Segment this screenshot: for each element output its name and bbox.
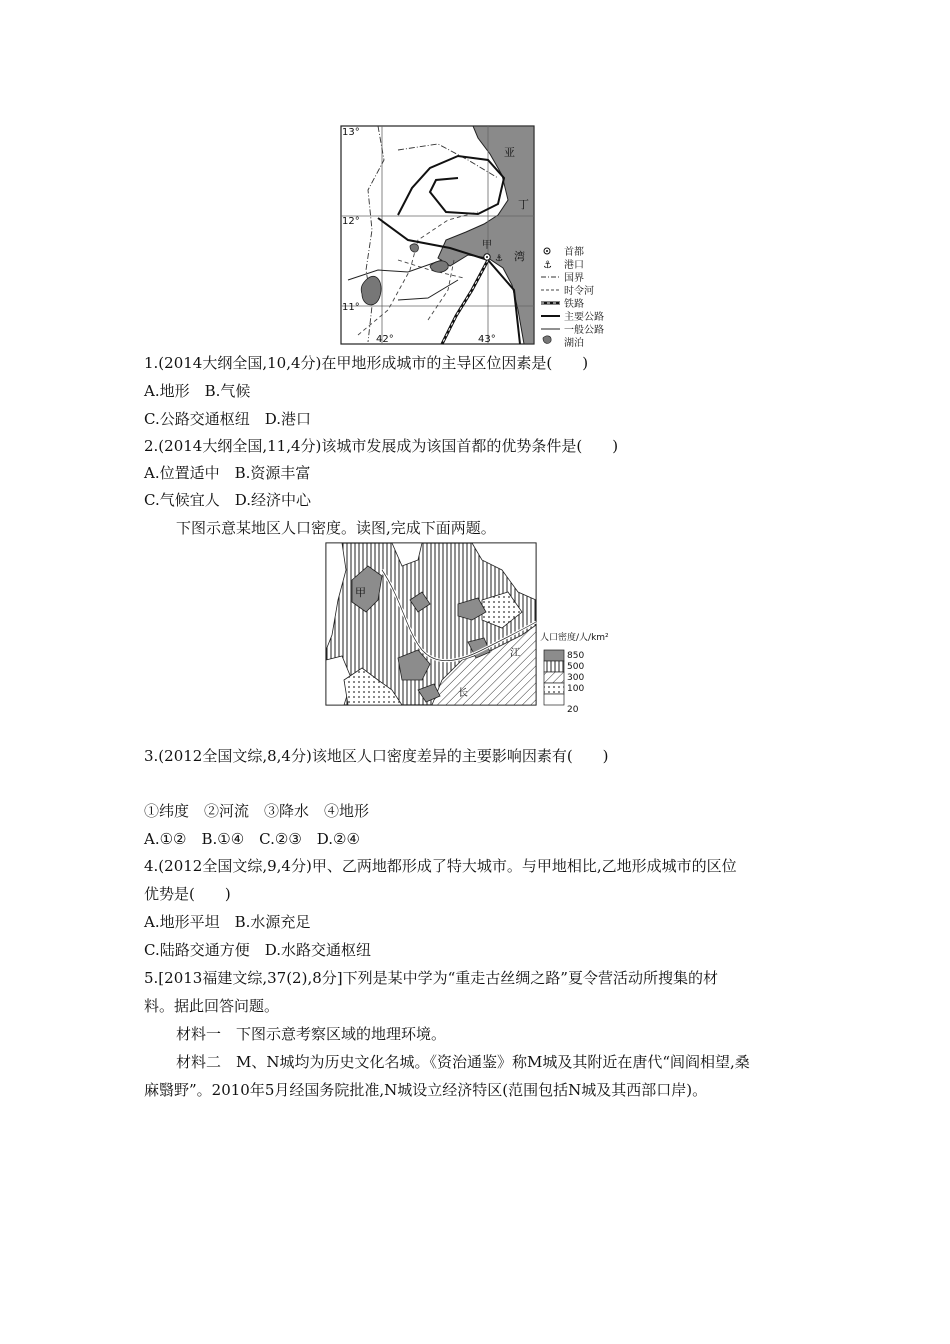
legend-railway: 铁路 [564,299,584,310]
svg-text:⚓: ⚓ [495,254,504,264]
q1-options-ab: A.地形 B.气候 [144,382,251,400]
q2-options-ab: A.位置适中 B.资源丰富 [144,464,311,482]
city-label-jia: 甲 [482,240,492,251]
q4-stem-line1: 4.(2012全国文综,9,4分)甲、乙两地都形成了特大城市。与甲地相比,乙地形成城市的区位 [144,857,737,875]
svg-text:⚓: ⚓ [543,260,552,271]
sea-label-ding: 丁 [518,198,529,211]
map2-label-jiang: 江 [510,648,520,659]
q2-options-cd: C.气候宜人 D.经济中心 [144,491,311,509]
lat-label-11: 11° [342,302,360,313]
q5-stem-line2: 料。据此回答问题。 [144,997,280,1015]
map2-label-chang: 长 [458,688,468,699]
map2-label-jia: 甲 [355,586,366,599]
legend-seasonal-river: 时令河 [564,286,594,297]
legend-border: 国界 [564,273,584,284]
map2-legend-100: 100 [567,684,585,694]
legend-capital: 首都 [564,247,584,258]
q5-material2-line2: 麻翳野”。2010年5月经国务院批准,N城设立经济特区(范围包括N城及其西部口岸)。 [144,1081,708,1099]
map2-legend-500: 500 [567,662,585,672]
q5-stem-line1: 5.[2013福建文综,37(2),8分]下列是某中学为“重走古丝绸之路”夏令营活动所搜集的材 [144,969,718,987]
intro-population-map: 下图示意某地区人口密度。读图,完成下面两题。 [176,519,496,537]
lat-label-12: 12° [342,216,360,227]
q4-stem-line2: 优势是( ) [144,885,231,903]
map-figure-2 [322,540,609,716]
q3-options: A.①② B.①④ C.②③ D.②④ [144,830,360,848]
sea-label-wan: 湾 [514,250,525,263]
lat-label-13: 13° [342,127,360,138]
sea-label-ya: 亚 [504,146,515,159]
q2-stem: 2.(2014大纲全国,11,4分)该城市发展成为该国首都的优势条件是( ) [144,437,619,455]
map-figure-1 [338,120,620,348]
legend-main-road: 主要公路 [564,312,604,323]
legend-port: 港口 [564,260,584,271]
legend-lake: 湖泊 [564,338,584,349]
q5-material2-line1: 材料二 M、N城均为历史文化名城。《资治通鉴》称M城及其附近在唐代“闾阎相望,桑 [176,1053,750,1071]
map2-legend-850: 850 [567,651,585,661]
lon-label-43: 43° [478,334,496,345]
q3-factors: ①纬度 ②河流 ③降水 ④地形 [144,802,370,820]
q5-material1: 材料一 下图示意考察区域的地理环境。 [176,1025,447,1043]
map2-legend [540,631,609,715]
q4-options-ab: A.地形平坦 B.水源充足 [144,913,311,931]
map2-legend-title: 人口密度/人/km² [540,633,609,643]
q3-stem: 3.(2012全国文综,8,4分)该地区人口密度差异的主要影响因素有( ) [144,747,609,765]
map1-legend [541,245,604,349]
map2-legend-300: 300 [567,673,585,683]
legend-road: 一般公路 [564,325,604,336]
q1-options-cd: C.公路交通枢纽 D.港口 [144,410,311,428]
q1-stem: 1.(2014大纲全国,10,4分)在甲地形成城市的主导区位因素是( ) [144,354,589,372]
q4-options-cd: C.陆路交通方便 D.水路交通枢纽 [144,941,371,959]
lon-label-42: 42° [376,334,394,345]
map2-legend-20: 20 [567,705,579,715]
